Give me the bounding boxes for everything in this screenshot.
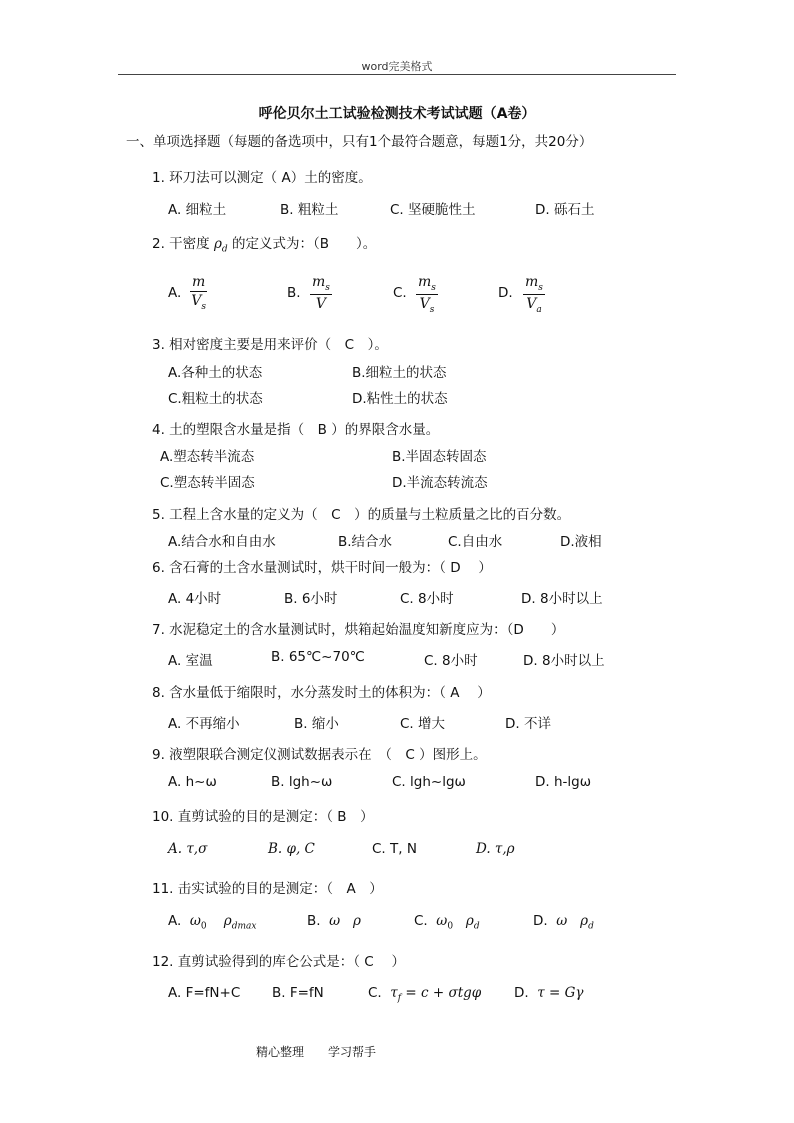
q7-option-d: D. 8小时以上 — [523, 653, 605, 669]
q6-option-d: D. 8小时以上 — [521, 591, 603, 607]
q11-option-c — [414, 913, 480, 932]
question-1: 1. 环刀法可以测定（ A）土的密度。 — [152, 170, 372, 186]
q10-option-d: D. τ,ρ — [476, 841, 515, 857]
page-header: word完美格式 — [361, 60, 433, 73]
q12-option-c-formula: $\tau_f = c + \sigma tg\varphi$ — [386, 985, 482, 1004]
question-3: 3. 相对密度主要是用来评价（ C ）。 — [152, 337, 388, 353]
q10-option-b: B. φ, C — [268, 841, 315, 857]
q11-option-a-formula: $\omega_0$ $\rho_{dmax}$ — [185, 913, 257, 932]
q11-option-d — [533, 913, 594, 932]
question-9: 9. 液塑限联合测定仪测试数据表示在 （ C ）图形上。 — [152, 747, 487, 763]
q11-option-d-label: D. — [533, 913, 548, 929]
q8-option-b: B. 缩小 — [294, 716, 339, 732]
q5-option-c: C.自由水 — [448, 534, 503, 550]
question-7: 7. 水泥稳定土的含水量测试时，烘箱起始温度知新度应为：（D ） — [152, 622, 565, 638]
q11-option-b — [307, 913, 361, 929]
q12-option-b: B. F=fN — [272, 985, 324, 1001]
section-heading: 一、单项选择题（每题的备选项中，只有1个最符合题意，每题1分，共20分） — [126, 134, 593, 150]
q2-option-b-formula: $\frac{m_s}{V}$ — [312, 274, 330, 312]
q2-option-d-label: D. — [498, 285, 513, 301]
q7-option-a: A. 室温 — [168, 653, 213, 669]
q11-option-b-formula: ω ρ — [324, 913, 361, 929]
q12-option-a: A. F=fN+C — [168, 985, 241, 1001]
q3-option-c: C.粗粒土的状态 — [168, 391, 263, 407]
q3-option-d: D.粘性土的状态 — [352, 391, 448, 407]
question-2 — [152, 232, 376, 255]
question-5: 5. 工程上含水量的定义为（ C ）的质量与土粒质量之比的百分数。 — [152, 507, 571, 523]
q11-option-b-label: B. — [307, 913, 321, 929]
q2-option-d-formula: $\frac{m_s}{V_a}$ — [525, 274, 543, 315]
q6-option-b: B. 6小时 — [284, 591, 338, 607]
q12-option-c-label: C. — [368, 985, 382, 1001]
rho-d-symbol: $\rho_d$ — [213, 236, 228, 255]
q5-option-a: A.结合水和自由水 — [168, 534, 276, 550]
header-rule — [118, 74, 676, 75]
q9-option-c: C. lgh~lgω — [392, 774, 466, 790]
q4-option-d: D.半流态转流态 — [392, 475, 488, 491]
q4-option-b: B.半固态转固态 — [392, 449, 487, 465]
q9-option-a: A. h~ω — [168, 774, 217, 790]
q9-option-b: B. lgh~ω — [271, 774, 333, 790]
q11-option-c-label: C. — [414, 913, 428, 929]
question-4: 4. 土的塑限含水量是指（ B ）的界限含水量。 — [152, 422, 440, 438]
question-10: 10. 直剪试验的目的是测定：（ B ） — [152, 809, 374, 825]
q1-option-a: A. 细粒土 — [168, 202, 227, 218]
q8-option-a: A. 不再缩小 — [168, 716, 240, 732]
q1-option-c: C. 坚硬脆性土 — [390, 202, 476, 218]
q6-option-a: A. 4小时 — [168, 591, 222, 607]
q12-option-d — [514, 985, 584, 1001]
q2-option-c-formula: $\frac{m_s}{V_s}$ — [418, 274, 436, 315]
question-6: 6. 含石膏的土含水量测试时，烘干时间一般为：（ D ） — [152, 560, 492, 576]
question-8: 8. 含水量低于缩限时，水分蒸发时土的体积为：（ A ） — [152, 685, 491, 701]
q8-option-c: C. 增大 — [400, 716, 446, 732]
q7-option-c: C. 8小时 — [424, 653, 478, 669]
q6-option-c: C. 8小时 — [400, 591, 454, 607]
q2-text-post: 的定义式为：（B ）。 — [231, 236, 377, 252]
q10-option-c: C. T, N — [372, 841, 417, 857]
q12-option-d-formula: τ = Gγ — [532, 985, 584, 1001]
q2-option-a-label: A. — [168, 285, 182, 301]
q11-option-d-formula: ω $\rho_d$ — [551, 913, 594, 932]
q1-option-d: D. 砾石土 — [535, 202, 595, 218]
q8-option-d: D. 不详 — [505, 716, 551, 732]
q3-option-a: A.各种土的状态 — [168, 365, 263, 381]
q2-option-b-label: B. — [287, 285, 301, 301]
q5-option-d: D.液相 — [560, 534, 602, 550]
q2-option-c-label: C. — [393, 285, 407, 301]
exam-title: 呼伦贝尔土工试验检测技术考试试题（A卷） — [258, 106, 536, 122]
q5-option-b: B.结合水 — [338, 534, 393, 550]
q7-option-b: B. 65℃~70℃ — [271, 649, 365, 665]
q4-option-c: C.塑态转半固态 — [160, 475, 255, 491]
page-footer: 精心整理 学习帮手 — [256, 1045, 377, 1059]
q12-option-c — [368, 985, 481, 1004]
q1-option-b: B. 粗粒土 — [280, 202, 339, 218]
question-11: 11. 击实试验的目的是测定：（ A ） — [152, 881, 383, 897]
q2-option-a-formula: $\frac{m}{V_s}$ — [191, 274, 207, 312]
q2-text-pre: 2. 干密度 — [152, 236, 210, 252]
question-12: 12. 直剪试验得到的库仑公式是：（ C ） — [152, 954, 406, 970]
q9-option-d: D. h-lgω — [535, 774, 592, 790]
q11-option-a — [168, 913, 257, 932]
q4-option-a: A.塑态转半流态 — [160, 449, 255, 465]
q10-option-a: A. τ,σ — [168, 841, 208, 857]
q11-option-a-label: A. — [168, 913, 182, 929]
q12-option-d-label: D. — [514, 985, 529, 1001]
q3-option-b: B.细粒土的状态 — [352, 365, 447, 381]
q11-option-c-formula: $\omega_0$ $\rho_d$ — [432, 913, 480, 932]
